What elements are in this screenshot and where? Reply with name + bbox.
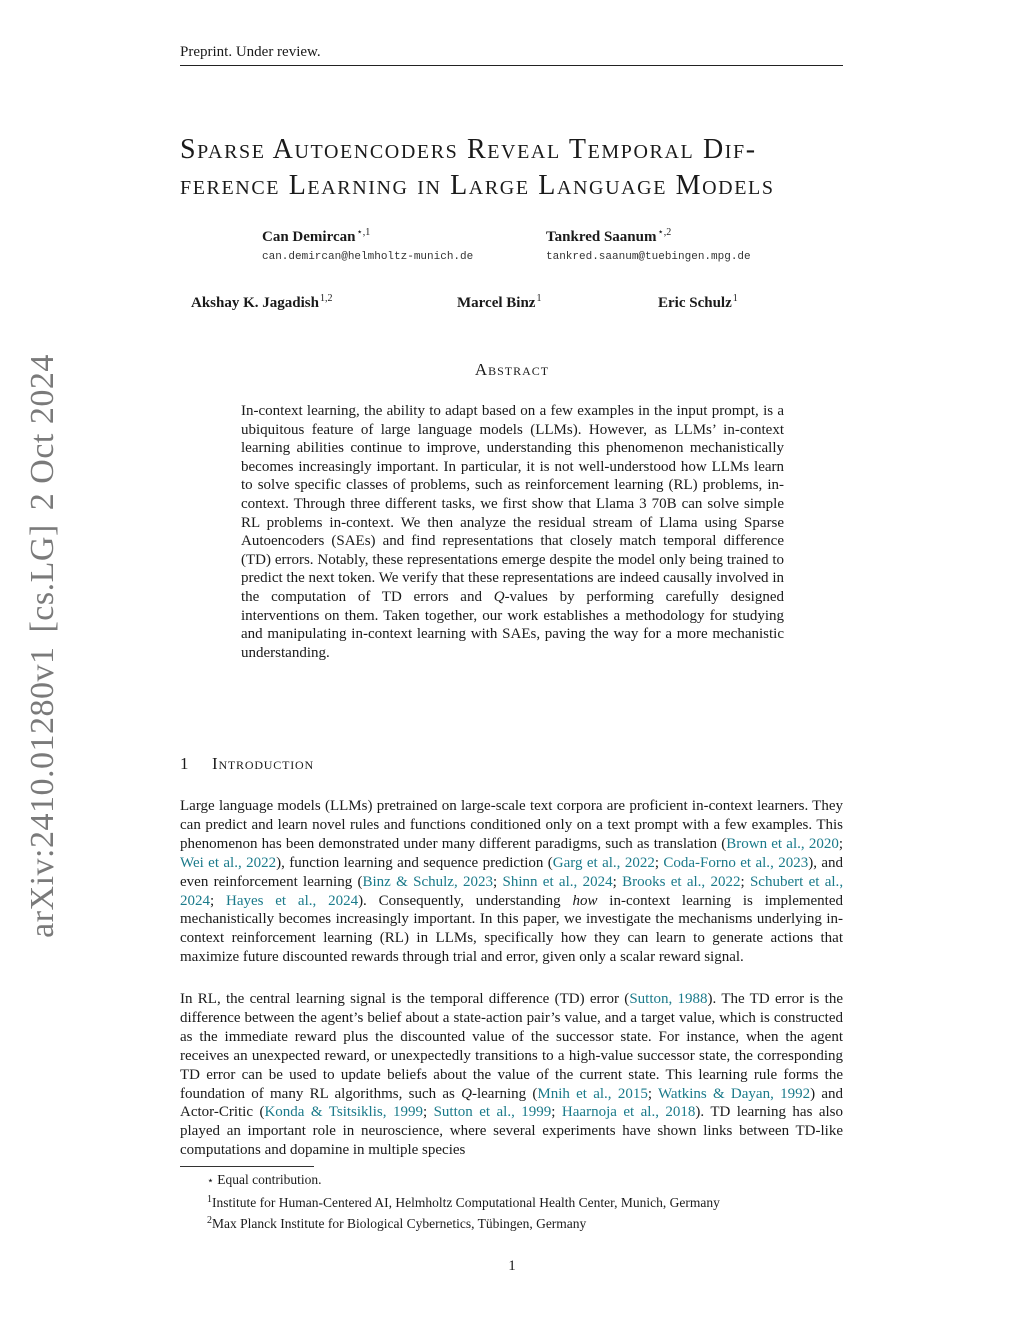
citation[interactable]: Coda-Forno et al., 2023 (663, 854, 809, 871)
citation[interactable]: Mnih et al., 2015 (537, 1085, 648, 1102)
arxiv-id: arXiv:2410.01280v1 (24, 646, 61, 938)
email-demircan[interactable]: can.demircan@helmholtz-munich.de (262, 251, 474, 263)
footnotes (180, 1171, 843, 1234)
citation[interactable]: Binz & Schulz, 2023 (362, 873, 493, 890)
footnote-rule (180, 1166, 314, 1167)
abstract-body: In-context learning, the ability to adapt based on a few examples in the input prompt, is a ubiquitous feature of large language models (LLMs). However, as LLMs’ in-context learning abilities continue to improve, understanding this phenomenon mechanistically becomes increasingly important. In particular, it is not well-understood how LLMs learn to solve specific classes of problems, such as reinforcement learning (RL) problems, in-context. Through three different tasks, we first show that Llama 3 70B can solve simple RL problems in-context. We then analyze the residual stream of Llama using Sparse Autoencoders (SAEs) and find representations that closely match temporal difference (TD) errors. Notably, these representations emerge despite the model only being trained to predict the next token. We verify that these representations are indeed causally involved in the computation of TD errors and Q-values by performing carefully designed interventions on them. Taken together, our work establishes a methodology for studying and manipulating in-context learning with SAEs, paving the way for a more mechanistic understanding. (241, 403, 784, 661)
author-schulz: Eric Schulz$^1$ (658, 293, 738, 311)
intro-paragraph-1: Large language models (LLMs) pretrained on large-scale text corpora are proficient in-context learners. They can predict and learn novel rules and functions conditioned only on a text prompt with a few examples. This phenomenon has been demonstrated under many different paradigms, such as translation (Brown et al., 2020; Wei et al., 2022), function learning and sequence prediction (Garg et al., 2022; Coda-Forno et al., 2023), and even reinforcement learning (Binz & Schulz, 2023; Shinn et al., 2024; Brooks et al., 2022; Schubert et al., 2024; Hayes et al., 2024). Consequently, understanding how in-context learning is implemented mechanistically becomes increasingly important. In this paper, we investigate the mechanisms underlying in-context reinforcement learning (RL) in LLMs, specifically how they can learn to generate actions that maximize future discounted rewards through trial and error, given only a scalar reward signal. (180, 798, 844, 966)
header-rule (180, 65, 843, 66)
citation[interactable]: Schubert et al., 2024 (180, 873, 844, 909)
citation[interactable]: Haarnoja et al., 2018 (561, 1104, 696, 1121)
page-number: 1 (508, 1258, 516, 1274)
citation[interactable]: Shinn et al., 2024 (502, 873, 613, 890)
author-jagadish: Akshay K. Jagadish$^{1,2}$ (191, 293, 333, 311)
arxiv-date: 2 Oct 2024 (24, 354, 61, 511)
citation[interactable]: Sutton, 1988 (629, 991, 708, 1007)
arxiv-stamp (24, 354, 62, 938)
citation[interactable]: Hayes et al., 2024 (225, 892, 359, 909)
footnote-affiliation-2: $^2$Max Planck Institute for Biological Cybernetics, Tübingen, Germany (207, 1215, 587, 1231)
title-line-2: ference Learning in Large Language Models (180, 170, 775, 201)
running-header: Preprint. Under review. (180, 44, 321, 60)
citation[interactable]: Wei et al., 2022 (180, 854, 277, 871)
title-line-1: Sparse Autoencoders Reveal Temporal Dif- (180, 134, 757, 165)
citation[interactable]: Konda & Tsitsiklis, 1999 (264, 1104, 423, 1121)
citation[interactable]: Sutton et al., 1999 (433, 1104, 552, 1121)
email-saanum[interactable]: tankred.saanum@tuebingen.mpg.de (546, 251, 751, 263)
citation[interactable]: Garg et al., 2022 (552, 854, 655, 871)
footnote-equal-contribution: ⋆ Equal contribution. (207, 1172, 322, 1187)
section-heading-introduction: 1 Introduction (180, 754, 314, 773)
citation[interactable]: Brown et al., 2020 (726, 835, 839, 852)
author-demircan: Can Demircan$^{⋆,1}$ (262, 227, 371, 245)
intro-paragraph-2: In RL, the central learning signal is the temporal difference (TD) error (Sutton, 1988). The TD error is the difference between the agent’s belief about a state-action pair’s value, and a target value, which is constructed as the immediate reward plus the discounted value of the successor state. For instance, when the agent receives an unexpected reward, or unexpectedly transitions to a high-value successor state, the corresponding TD error can be used to update beliefs about the value of the current state. This learning rule forms the foundation of many RL algorithms, such as Q-learning (Mnih et al., 2015; Watkins & Dayan, 1992) and Actor-Critic (Konda & Tsitsiklis, 1999; Sutton et al., 1999; Haarnoja et al., 2018). TD learning has also played an important role in neuroscience, where several experiments have shown links between TD-like computations and dopamine in multiple species (180, 991, 844, 1159)
citation[interactable]: Brooks et al., 2022 (622, 873, 741, 890)
paper-title (180, 132, 844, 204)
citation[interactable]: Watkins & Dayan, 1992 (657, 1085, 811, 1102)
author-saanum: Tankred Saanum$^{⋆,2}$ (546, 227, 672, 245)
abstract-heading: Abstract (474, 360, 550, 379)
arxiv-category: [cs.LG] (24, 524, 61, 633)
author-binz: Marcel Binz$^1$ (457, 293, 542, 311)
footnote-affiliation-1: $^1$Institute for Human-Centered AI, Helmholtz Computational Health Center, Munich, Germany (207, 1193, 720, 1210)
